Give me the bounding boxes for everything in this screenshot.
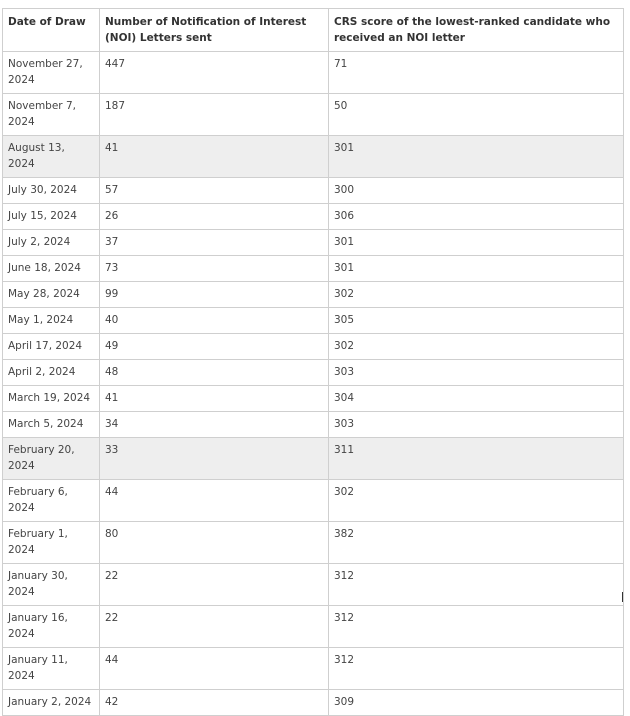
cell-crs: 305 — [329, 308, 624, 334]
cell-crs: 303 — [329, 412, 624, 438]
header-date-of-draw: Date of Draw — [3, 9, 100, 52]
cell-crs: 50 — [329, 94, 624, 136]
cell-noi: 57 — [100, 178, 329, 204]
cell-crs: 311 — [329, 438, 624, 480]
table-row — [3, 386, 624, 412]
cell-noi: 37 — [100, 230, 329, 256]
table-row — [3, 522, 624, 564]
cell-date: February 20, 2024 — [3, 438, 100, 480]
cell-noi: 187 — [100, 94, 329, 136]
text-cursor-mark — [622, 592, 623, 602]
cell-noi: 42 — [100, 690, 329, 716]
table-header-row — [3, 9, 624, 52]
table-row — [3, 564, 624, 606]
cell-crs: 71 — [329, 52, 624, 94]
cell-date: July 15, 2024 — [3, 204, 100, 230]
table-row — [3, 606, 624, 648]
cell-date: February 6, 2024 — [3, 480, 100, 522]
table-row — [3, 334, 624, 360]
cell-noi: 48 — [100, 360, 329, 386]
table-row — [3, 178, 624, 204]
table-row — [3, 480, 624, 522]
cell-date: February 1, 2024 — [3, 522, 100, 564]
table-row — [3, 360, 624, 386]
cell-noi: 22 — [100, 564, 329, 606]
cell-date: March 5, 2024 — [3, 412, 100, 438]
cell-date: November 7, 2024 — [3, 94, 100, 136]
cell-noi: 40 — [100, 308, 329, 334]
cell-crs: 312 — [329, 648, 624, 690]
cell-crs: 302 — [329, 282, 624, 308]
table-row — [3, 94, 624, 136]
cell-crs: 300 — [329, 178, 624, 204]
cell-crs: 302 — [329, 480, 624, 522]
cell-noi: 99 — [100, 282, 329, 308]
table-row — [3, 282, 624, 308]
cell-date: May 28, 2024 — [3, 282, 100, 308]
table-row — [3, 136, 624, 178]
cell-date: January 2, 2024 — [3, 690, 100, 716]
cell-noi: 22 — [100, 606, 329, 648]
cell-date: January 16, 2024 — [3, 606, 100, 648]
cell-crs: 301 — [329, 136, 624, 178]
cell-crs: 302 — [329, 334, 624, 360]
cell-date: August 13, 2024 — [3, 136, 100, 178]
header-noi-letters-sent: Number of Notification of Interest (NOI) Letters sent — [100, 9, 329, 52]
cell-date: March 19, 2024 — [3, 386, 100, 412]
cell-date: November 27, 2024 — [3, 52, 100, 94]
cell-crs: 309 — [329, 690, 624, 716]
draw-results-table — [2, 8, 624, 716]
cell-noi: 26 — [100, 204, 329, 230]
table-row — [3, 230, 624, 256]
cell-noi: 41 — [100, 136, 329, 178]
cell-noi: 80 — [100, 522, 329, 564]
table-row — [3, 648, 624, 690]
cell-crs: 382 — [329, 522, 624, 564]
draw-results-table-container — [2, 8, 623, 716]
cell-noi: 49 — [100, 334, 329, 360]
cell-crs: 312 — [329, 606, 624, 648]
table-row — [3, 412, 624, 438]
cell-date: April 17, 2024 — [3, 334, 100, 360]
table-row — [3, 690, 624, 716]
cell-crs: 304 — [329, 386, 624, 412]
cell-noi: 447 — [100, 52, 329, 94]
cell-date: June 18, 2024 — [3, 256, 100, 282]
cell-crs: 301 — [329, 256, 624, 282]
table-row — [3, 308, 624, 334]
cell-date: April 2, 2024 — [3, 360, 100, 386]
table-row — [3, 52, 624, 94]
table-row — [3, 204, 624, 230]
cell-noi: 44 — [100, 648, 329, 690]
cell-crs: 303 — [329, 360, 624, 386]
cell-noi: 33 — [100, 438, 329, 480]
cell-date: July 30, 2024 — [3, 178, 100, 204]
cell-noi: 41 — [100, 386, 329, 412]
cell-date: May 1, 2024 — [3, 308, 100, 334]
cell-noi: 73 — [100, 256, 329, 282]
cell-noi: 44 — [100, 480, 329, 522]
table-row — [3, 438, 624, 480]
cell-crs: 306 — [329, 204, 624, 230]
table-row — [3, 256, 624, 282]
header-crs-score: CRS score of the lowest-ranked candidate who received an NOI letter — [329, 9, 624, 52]
cell-date: January 30, 2024 — [3, 564, 100, 606]
cell-noi: 34 — [100, 412, 329, 438]
cell-crs: 301 — [329, 230, 624, 256]
cell-date: January 11, 2024 — [3, 648, 100, 690]
cell-date: July 2, 2024 — [3, 230, 100, 256]
cell-crs: 312 — [329, 564, 624, 606]
